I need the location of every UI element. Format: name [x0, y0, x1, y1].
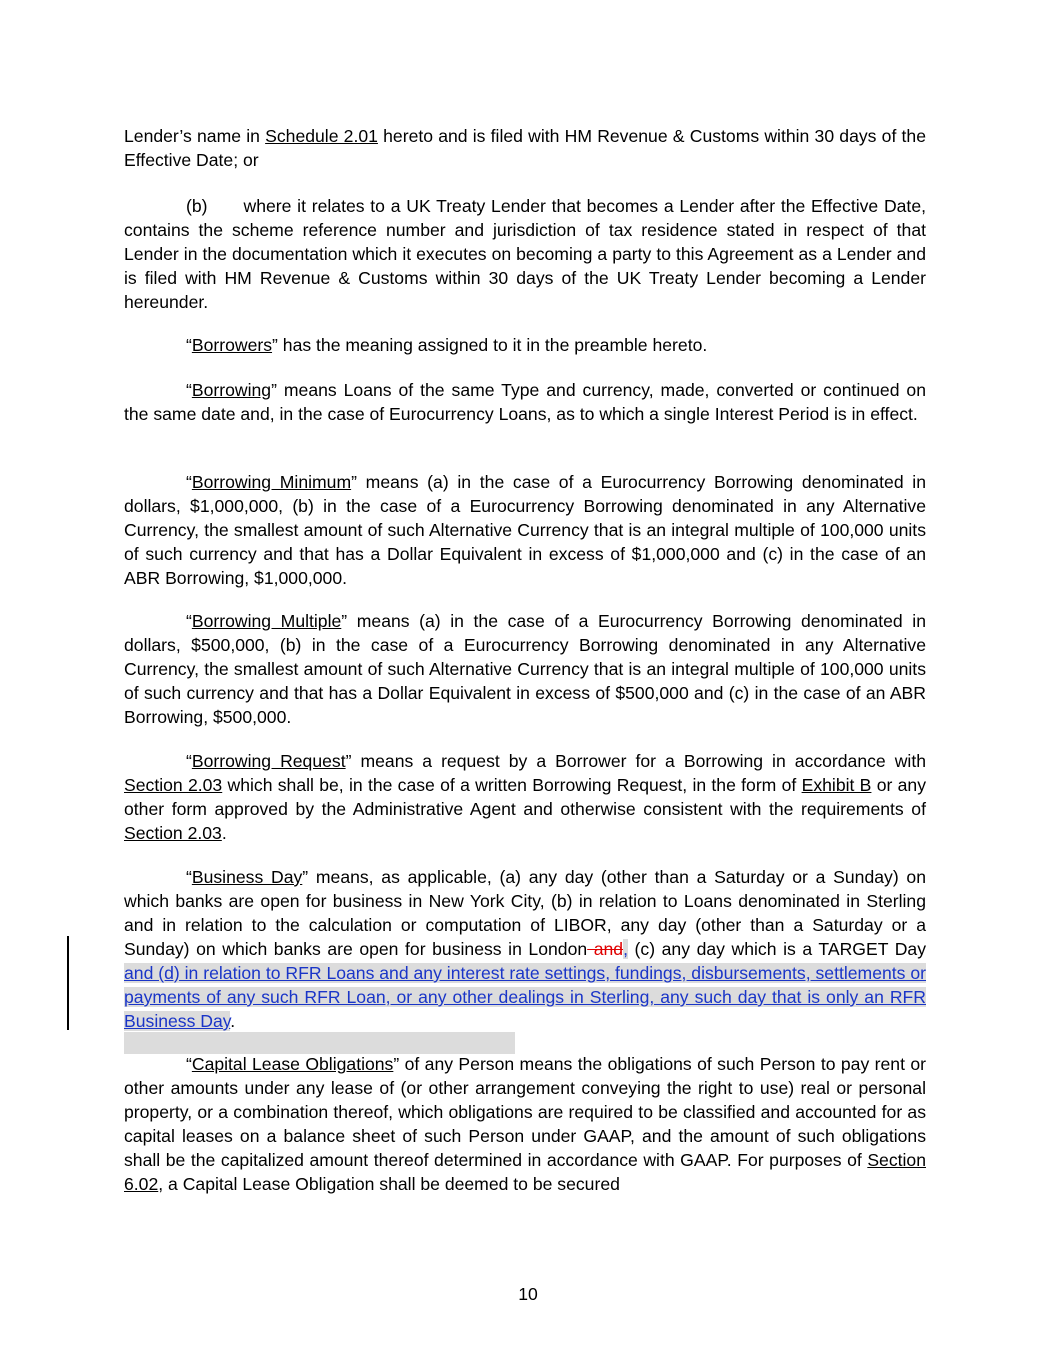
defined-term: Borrowing Request [191, 751, 346, 771]
revision-highlight [124, 1032, 515, 1054]
definition-text: ” has the meaning assigned to it in the preamble hereto. [272, 335, 708, 355]
open-quote: “ [186, 751, 192, 771]
continuation-paragraph [124, 124, 926, 172]
open-quote: “ [186, 380, 192, 400]
definition-text: . [230, 1011, 236, 1031]
open-quote: “ [186, 335, 192, 355]
clause-b-text: where it relates to a UK Treaty Lender that becomes a Lender after the Effective Date, contains the scheme reference number and jurisdiction of tax residence stated in respect of that Lender in the documentation which it executes on becoming a party to this Agreement as a Lender and is filed with HM Revenue & Customs within 30 days of the UK Treaty Lender becoming a Lender hereunder. [124, 196, 926, 312]
exhibit-reference: Exhibit B [801, 775, 872, 795]
definition-borrowers [124, 333, 926, 357]
definition-text: or any other form approved by the Administrative Agent and otherwise consistent with the requirements of [124, 775, 926, 819]
definition-borrowing [124, 378, 926, 426]
clause-b-paragraph [124, 194, 926, 314]
definition-business-day [124, 865, 926, 1033]
definition-text: . [221, 823, 227, 843]
section-reference: Section 2.03 [124, 823, 222, 843]
defined-term: Borrowing [191, 380, 272, 400]
inserted-text: , [623, 939, 628, 959]
text-run: hereto and is filed with HM Revenue & Customs within 30 days of the Effective Date; or [124, 126, 926, 170]
definition-text: ” means, as applicable, (a) any day (other than a Saturday or a Sunday) on which banks are open for business in New York City, (b) in relation to Loans denominated in Sterling and in relation to the calculation or computation of LIBOR, any day (other than a Saturday or a Sunday) on which banks are open for business in London [124, 867, 926, 959]
definition-capital-lease-obligations [124, 1052, 926, 1196]
open-quote: “ [186, 611, 192, 631]
section-reference: Section 6.02 [124, 1150, 926, 1194]
definition-text: ” means (a) in the case of a Eurocurrency Borrowing denominated in dollars, $1,000,000, (b) in the case of a Eurocurrency Borrowing denominated in any Alternative Currency, the smallest amount of such Alternative Currency that is an integral multiple of 100,000 units of such currency and that has a Dollar Equivalent in excess of $1,000,000 and (c) in the case of an ABR Borrowing, $1,000,000. [124, 472, 927, 588]
open-quote: “ [186, 472, 192, 492]
text-run: Lender’s name in [124, 126, 266, 146]
definition-borrowing-request [124, 749, 926, 845]
revision-change-bar [67, 936, 69, 1030]
definition-text: which shall be, in the case of a written Borrowing Request, in the form of [222, 775, 802, 795]
definition-borrowing-multiple [124, 609, 926, 729]
defined-term: Borrowing Multiple [191, 611, 342, 631]
defined-term: Capital Lease Obligations [191, 1054, 394, 1074]
definition-text: ” means a request by a Borrower for a Borrowing in accordance with [345, 751, 926, 771]
defined-term: Borrowers [191, 335, 273, 355]
open-quote: “ [186, 867, 192, 887]
definition-text: , a Capital Lease Obligation shall be deemed to be secured [158, 1174, 620, 1194]
clause-b-label: (b) [186, 196, 208, 216]
definition-text: ” of any Person means the obligations of such Person to pay rent or other amounts under any lease of (or other arrangement conveying the right to use) real or personal property, or a combination thereof, which obligations are required to be classified and accounted for as capital leases on a balance sheet of such Person under GAAP, and the amount of such obligations shall be the capitalized amount thereof determined in accordance with GAAP. For purposes of [124, 1054, 927, 1170]
definition-text: ” means Loans of the same Type and currency, made, converted or continued on the same date and, in the case of Eurocurrency Loans, as to which a single Interest Period is in effect. [124, 380, 926, 424]
schedule-reference: Schedule 2.01 [265, 126, 378, 146]
definition-text: (c) any day which is a TARGET Day [627, 939, 927, 959]
page-number: 10 [518, 1284, 538, 1304]
definition-text: ” means (a) in the case of a Eurocurrency Borrowing denominated in dollars, $500,000, (b) in the case of a Eurocurrency Borrowing denominated in any Alternative Currency, the smallest amount of such Alternative Currency that is an integral multiple of 100,000 units of such currency and that has a Dollar Equivalent in excess of $500,000 and (c) in the case of an ABR Borrowing, $500,000. [124, 611, 926, 727]
section-reference: Section 2.03 [124, 775, 223, 795]
deleted-text: and [587, 939, 624, 959]
defined-term: Business Day [191, 867, 303, 887]
inserted-text: and (d) in relation to RFR Loans and any interest rate settings, fundings, disbursements, settlements or payments of any such RFR Loan, or any other dealings in Sterling, any such day that is only an RFR Business Day [124, 963, 926, 1031]
definition-borrowing-minimum [124, 470, 926, 590]
defined-term: Borrowing Minimum [191, 472, 352, 492]
open-quote: “ [186, 1054, 192, 1074]
